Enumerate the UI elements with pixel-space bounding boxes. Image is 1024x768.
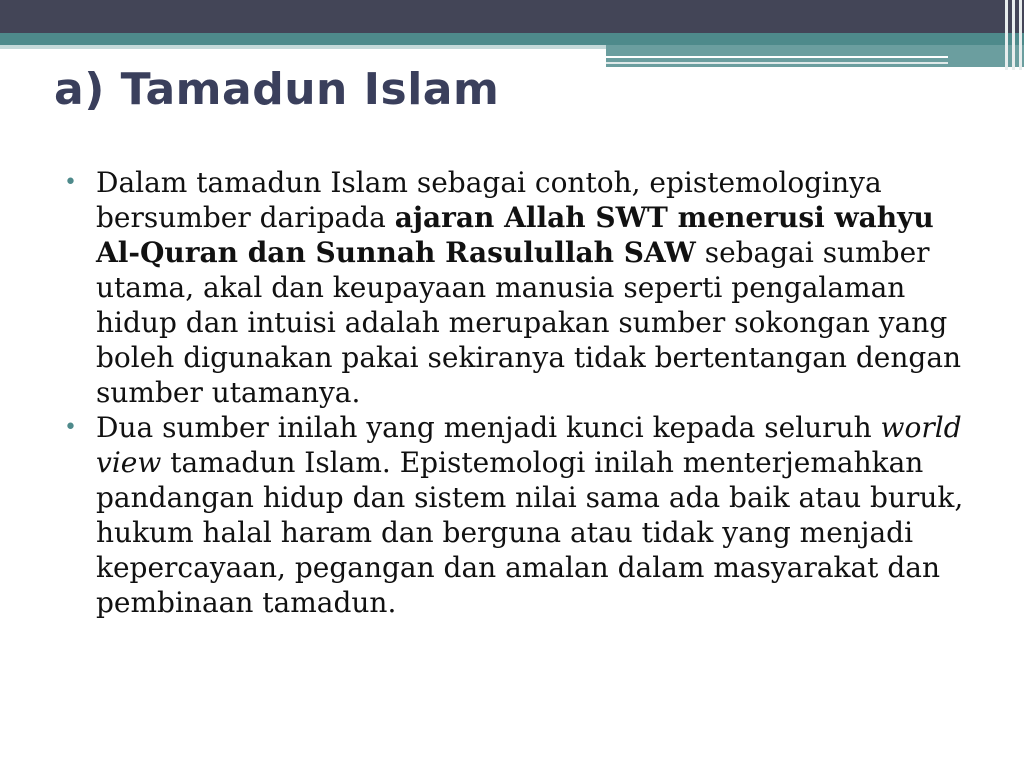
header-teal-band	[0, 33, 1024, 45]
bullet-list	[64, 165, 974, 620]
bullet-icon: •	[64, 415, 77, 440]
bullet-text: Dalam tamadun Islam sebagai contoh, epistemologinya bersumber daripada	[96, 166, 882, 234]
bullet-text-italic: world view	[96, 411, 962, 479]
slide-title: a) Tamadun Islam	[54, 64, 500, 115]
header-vertical-bars	[994, 0, 1024, 70]
bullet-text: sebagai sumber utama, akal dan keupayaan manusia seperti pengalaman hidup dan intuisi adalah merupakan sumber sokongan yang boleh digunakan pakai sekiranya tidak bertentangan dengan sumber utamanya.	[96, 236, 962, 409]
bullet-icon: •	[64, 170, 77, 195]
bullet-text: tamadun Islam. Epistemologi inilah menterjemahkan pandangan hidup dan sistem nilai sama ada baik atau buruk, hukum halal haram dan berguna atau tidak yang menjadi kepercayaan, pegangan dan amalan dalam masyarakat dan pembinaan tamadun.	[96, 446, 964, 619]
header-bar	[1019, 0, 1022, 70]
header-step-line	[606, 62, 948, 64]
header-step-line	[606, 56, 948, 58]
bullet-text: Dua sumber inilah yang menjadi kunci kepada seluruh	[96, 411, 881, 444]
header-bar	[1012, 0, 1015, 70]
bullet-item	[64, 165, 974, 410]
header-bar	[1005, 0, 1008, 70]
bullet-text-bold: ajaran Allah SWT menerusi wahyu Al-Quran dan Sunnah Rasulullah SAW	[96, 201, 934, 269]
header-dark-band	[0, 0, 1024, 33]
bullet-item	[64, 410, 974, 620]
